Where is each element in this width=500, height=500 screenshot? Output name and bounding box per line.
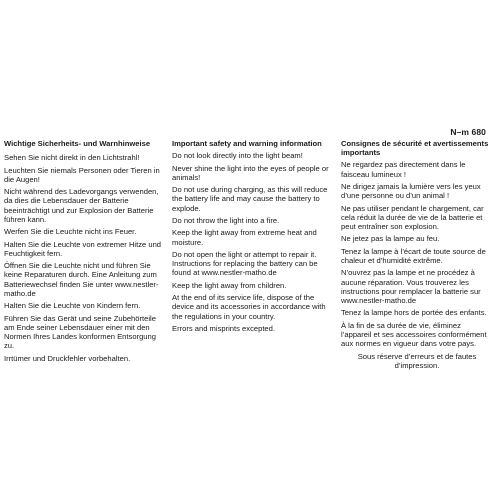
german-paragraph: Irrtümer und Druckfehler vorbehalten. — [4, 353, 131, 363]
german-paragraph: Führen Sie das Gerät und seine Zubehörteile am Ende seiner Lebensdauer einer mit den Normen Ihres Landes konformen Entsorgung zu. — [4, 313, 156, 351]
german-paragraph: Öffnen Sie die Leuchte nicht und führen Sie keine Reparaturen durch. Eine Anleitung zum Batteriewechsel finden Sie unter www.nestler-matho.de — [4, 261, 159, 298]
french-paragraph: À la fin de sa durée de vie, éliminez l’appareil et ses accessoires conformément aux normes en vigueur dans votre pays. — [341, 320, 487, 349]
english-paragraph: Keep the light away from children. — [172, 280, 287, 290]
english-paragraph: Keep the light away from extreme heat and moisture. — [172, 228, 317, 247]
french-paragraph: Tenez la lampe hors de portée des enfants. — [341, 308, 487, 318]
french-heading: Consignes de sécurité et avertissements importants — [341, 139, 489, 158]
column-german — [4, 139, 164, 366]
english-paragraph: Do not open the light or attempt to repair it. Instructions for replacing the battery can be found at www.nestler-matho.de — [172, 249, 318, 278]
french-paragraph: Ne dirigez jamais la lumière vers les yeux d’une personne ou d’un animal ! — [341, 182, 481, 201]
english-paragraph: Never shine the light into the eyes of people or animals! — [172, 163, 329, 182]
column-english — [172, 139, 332, 336]
french-paragraph: Tenez la lampe à l’écart de toute source de chaleur et d’humidité extrême. — [341, 246, 486, 265]
english-paragraph: Errors and misprints excepted. — [172, 323, 275, 333]
french-paragraph: Ne pas utiliser pendant le chargement, car cela réduit la durée de vie de la batterie et peut entraîner son explosion. — [341, 203, 484, 231]
german-heading: Wichtige Sicherheits- und Warnhinweise — [4, 139, 151, 148]
english-paragraph: Do not use during charging, as this will reduce the battery life and may cause the battery to explode. — [172, 185, 328, 213]
column-french — [341, 139, 493, 373]
french-paragraph: Ne jetez pas la lampe au feu. — [341, 234, 440, 244]
german-paragraph: Halten Sie die Leuchte von Kindern fern. — [4, 301, 141, 311]
german-paragraph: Halten Sie die Leuchte von extremer Hitze und Feuchtigkeit fern. — [4, 239, 162, 258]
english-paragraph: At the end of its service life, dispose of the device and its accessories in accordance with the regulations in your country. — [172, 293, 326, 321]
german-paragraph: Sehen Sie nicht direkt in den Lichtstrahl! — [4, 153, 140, 163]
model-number: N–m 680 — [450, 127, 486, 137]
french-paragraph: Sous réserve d’erreurs et de fautes d’impression. — [357, 351, 477, 370]
english-paragraph: Do not throw the light into a fire. — [172, 215, 280, 225]
english-paragraph: Do not look directly into the light beam! — [172, 151, 303, 161]
french-paragraph: N’ouvrez pas la lampe et ne procédez à aucune réparation. Vous trouverez les instructions pour remplacer la batterie sur www.nestler-matho.de — [341, 268, 481, 305]
german-paragraph: Werfen Sie die Leuchte nicht ins Feuer. — [4, 227, 137, 237]
german-paragraph: Leuchten Sie niemals Personen oder Tieren in die Augen! — [4, 165, 160, 184]
french-paragraph: Ne regardez pas directement dans le faisceau lumineux ! — [341, 160, 466, 179]
english-heading: Important safety and warning information — [172, 139, 322, 148]
german-paragraph: Nicht während des Ladevorgangs verwenden, da dies die Lebensdauer der Batterie beeinträchtigt und zur Explosion der Batterie führen kann. — [4, 187, 159, 224]
